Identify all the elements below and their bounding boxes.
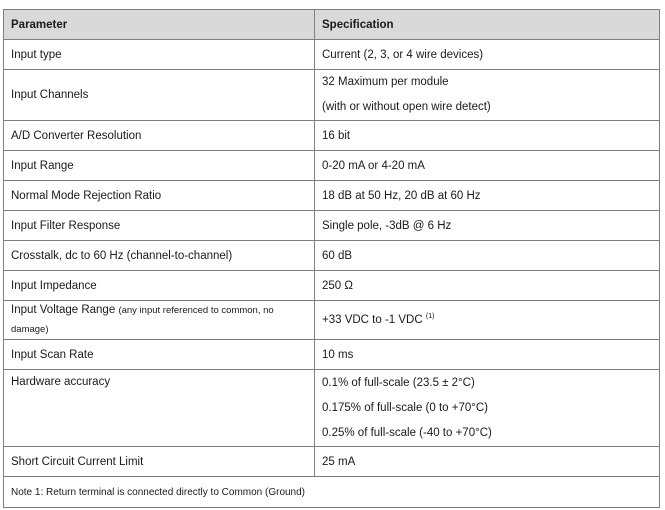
spec-cell [315,301,660,340]
spec-cell: Single pole, -3dB @ 6 Hz [315,211,660,241]
spec-line: 0.1% of full-scale (23.5 ± 2°C) [322,376,475,389]
spec-cell: 10 ms [315,340,660,370]
spec-table [3,9,660,508]
spec-cell [315,370,660,447]
footnote-ref: (1) [425,313,435,321]
spec-cell: 16 bit [315,121,660,151]
header-parameter: Parameter [4,10,315,40]
param-cell [4,301,315,340]
param-label: Input Voltage Range [11,304,116,316]
param-cell: Input Range [4,151,315,181]
table-row [4,70,660,121]
param-cell: Input Channels [4,70,315,121]
table-row [4,370,660,447]
param-label: Hardware accuracy [11,376,111,388]
spec-line: 0.175% of full-scale (0 to +70°C) [322,401,489,414]
param-note: (any input referenced to common, no [118,305,274,316]
table-row [4,241,660,271]
table-row [4,40,660,70]
table-header-row [4,10,660,40]
param-cell: Short Circuit Current Limit [4,447,315,477]
param-cell: A/D Converter Resolution [4,121,315,151]
param-note-cont: damage) [11,324,49,335]
table-row [4,151,660,181]
table-row [4,271,660,301]
table-row [4,447,660,477]
param-cell: Input type [4,40,315,70]
table-row [4,301,660,340]
param-cell: Input Filter Response [4,211,315,241]
param-cell: Crosstalk, dc to 60 Hz (channel-to-channel) [4,241,315,271]
footnote: Note 1: Return terminal is connected directly to Common (Ground) [4,477,660,508]
spec-line: 0.25% of full-scale (-40 to +70°C) [322,426,492,439]
header-specification: Specification [315,10,660,40]
spec-cell: 250 Ω [315,271,660,301]
note-row [4,477,660,508]
spec-cell: 0-20 mA or 4-20 mA [315,151,660,181]
table-row [4,211,660,241]
table-row [4,340,660,370]
param-cell: Normal Mode Rejection Ratio [4,181,315,211]
param-cell: Input Scan Rate [4,340,315,370]
spec-cell: 25 mA [315,447,660,477]
spec-value: +33 VDC to -1 VDC [322,314,423,326]
table-row [4,121,660,151]
spec-line: 32 Maximum per module [322,76,449,88]
param-cell [4,370,315,447]
spec-cell: 60 dB [315,241,660,271]
spec-cell: Current (2, 3, or 4 wire devices) [315,40,660,70]
param-cell: Input Impedance [4,271,315,301]
spec-cell: 18 dB at 50 Hz, 20 dB at 60 Hz [315,181,660,211]
spec-cell [315,70,660,121]
spec-line: (with or without open wire detect) [322,101,491,113]
table-row [4,181,660,211]
